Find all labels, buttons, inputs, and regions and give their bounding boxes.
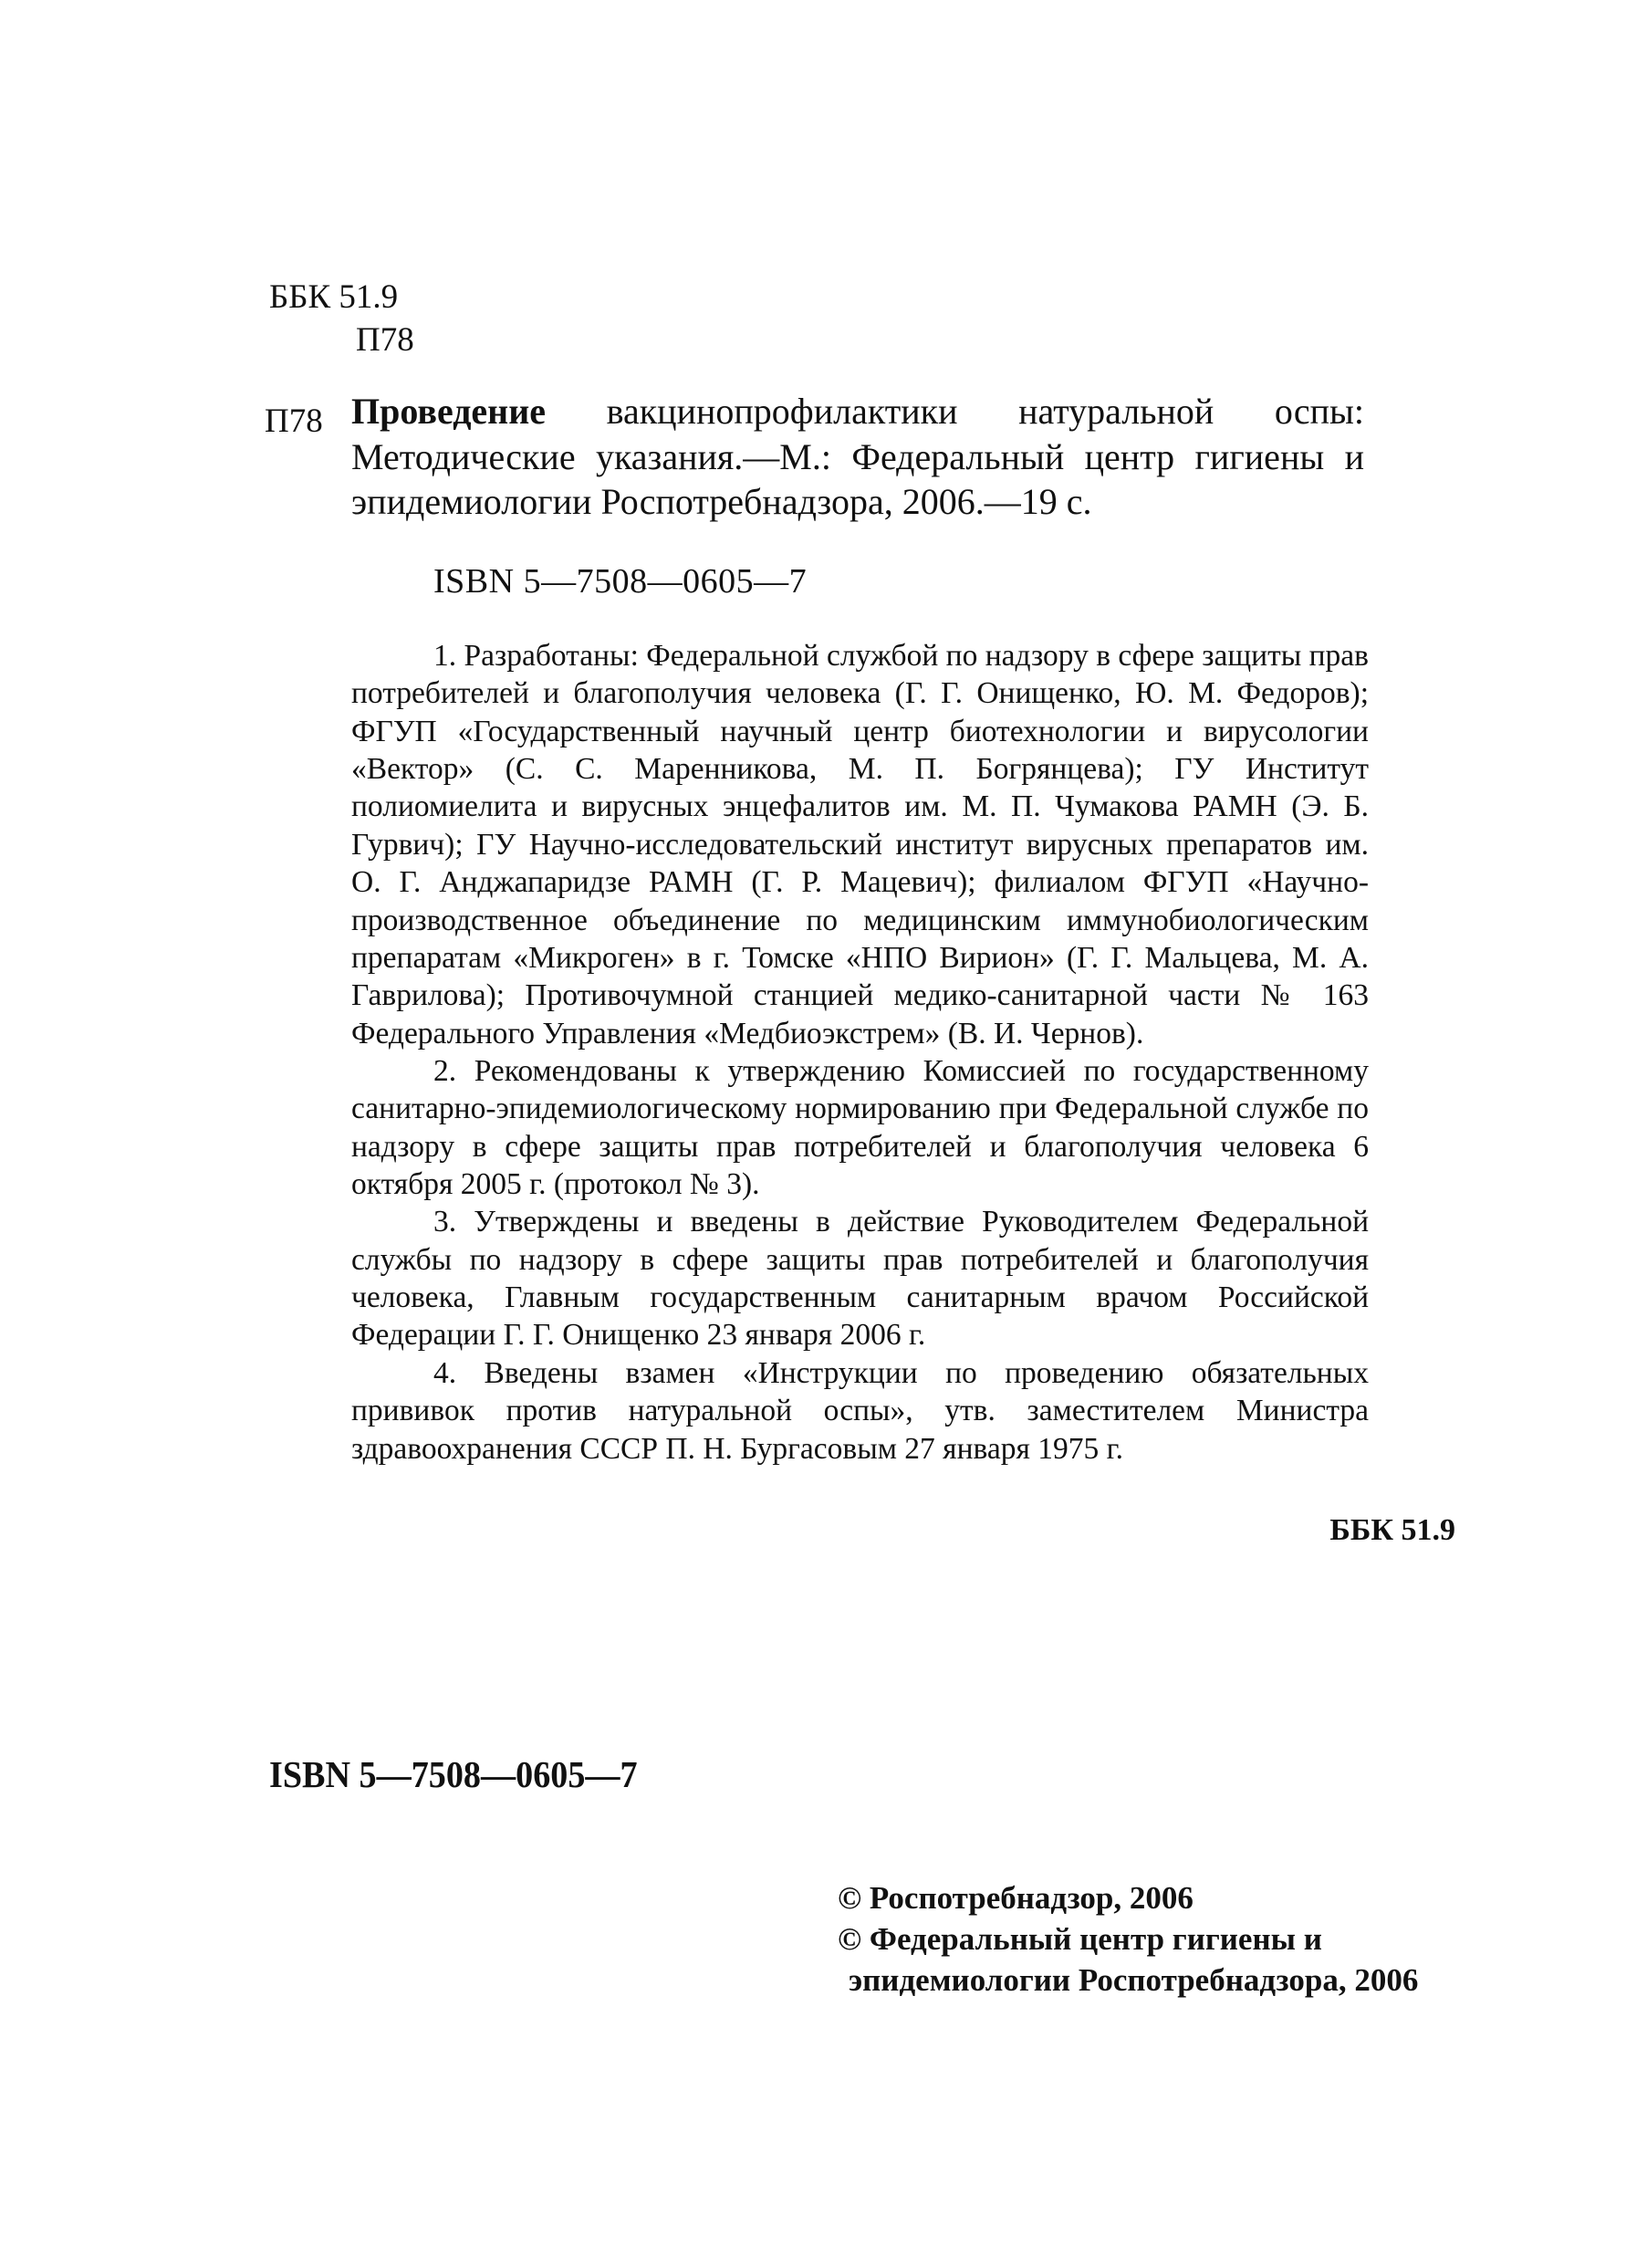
note-approved: 3. Утверждены и введены в действие Руководителем Федеральной службы по надзору в сфере защиты прав потребителей и благополучия человека, Главным государственным санитарным врачом Российской Федерации Г. Г. Онищенко 23 января 2006 г.: [351, 1205, 1369, 1353]
note-recommended: 2. Рекомендованы к утверждению Комиссией по государственному санитарно-эпидемиологическому нормированию при Федеральной службе по надзору в сфере защиты прав потребителей и благополучия человека 6 октября 2005 г. (протокол № 3).: [351, 1053, 1369, 1202]
copyright-block: [838, 1878, 1418, 2001]
isbn-bottom: ISBN 5—7508—0605—7: [269, 1753, 638, 1795]
isbn-inline: ISBN 5—7508—0605—7: [433, 562, 808, 601]
cutter-code-left: П78: [265, 402, 323, 440]
title-rest: вакцинопрофилактики натуральной оспы: Методические указания.—М.: Федеральный центр гигиены и эпидемиологии Роспотребнадзора, 2006.—19 с.: [351, 391, 1364, 523]
cutter-code-top: П78: [356, 321, 414, 359]
note-developed: 1. Разработаны: Федеральной службой по надзору в сфере защиты прав потребителей и благополучия человека (Г. Г. Онищенко, Ю. М. Федоров); ФГУП «Государственный научный центр биотехнологии и вирусологии «Вектор» (С. С. Маренникова, М. П. Богрянцева); ГУ Институт полиомиелита и вирусных энцефалитов им. М. П. Чумакова РАМН (Э. Б. Гурвич); ГУ Научно-исследовательский институт вирусных препаратов им. О. Г. Анджапаридзе РАМН (Г. Р. Мацевич); филиалом ФГУП «Научно-производственное объединение по медицинским иммунобиологическим препаратам «Микроген» в г. Томске «НПО Вирион» (Г. Г. Мальцева, М. А. Гаврилова); Противочумной станцией медико-санитарной части № 163 Федерального Управления «Медбиоэкстрем» (В. И. Чернов).: [351, 639, 1369, 1050]
title-bold-word: Проведение: [351, 391, 547, 432]
bbk-classification-right: ББК 51.9: [1329, 1513, 1455, 1547]
copyright-line: © Федеральный центр гигиены и: [838, 1920, 1322, 1957]
copyright-line: © Роспотребнадзор, 2006: [838, 1880, 1194, 1916]
copyright-line: эпидемиологии Роспотребнадзора, 2006: [849, 1961, 1419, 1998]
bbk-classification-top: ББК 51.9: [269, 278, 399, 316]
development-notes: [351, 637, 1369, 1468]
note-replaces: 4. Введены взамен «Инструкции по проведению обязательных прививок против натуральной оспы», утв. заместителем Министра здравоохранения СССР П. Н. Бургасовым 27 января 1975 г.: [351, 1355, 1369, 1466]
bibliographic-description: [351, 389, 1364, 525]
